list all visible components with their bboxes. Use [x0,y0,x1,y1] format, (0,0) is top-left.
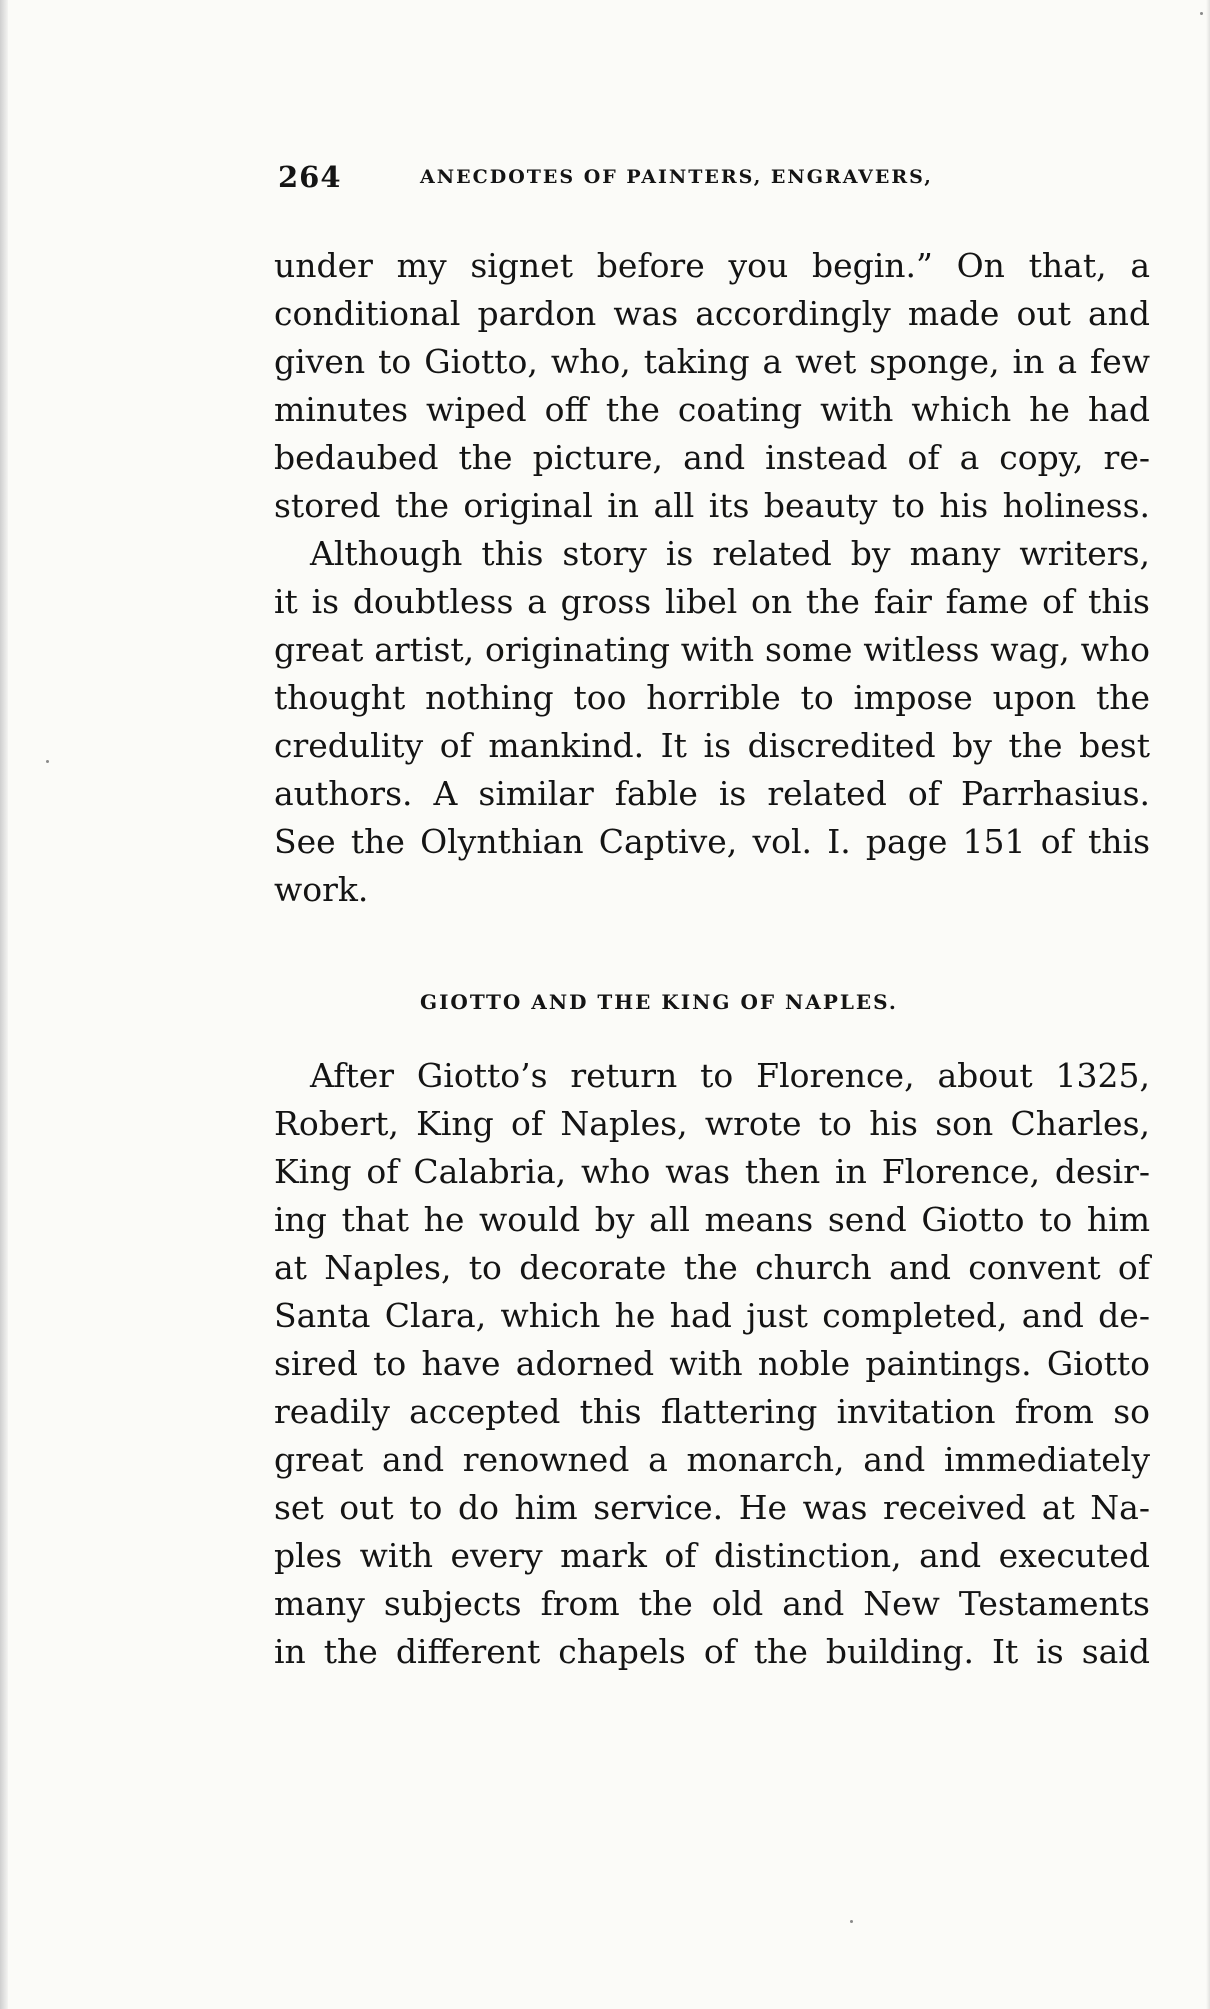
text-line: credulity of mankind. It is discredited by the best [274,726,1150,765]
paragraph-continuation [274,242,1150,530]
page-left-edge [0,0,8,2009]
text-line: stored the original in all its beauty to his holiness. [274,486,1150,525]
text-line: conditional pardon was accordingly made out and [274,294,1150,333]
paper-speck [1200,12,1203,15]
text-line: Although this story is related by many writers, [310,534,1150,573]
text-line: set out to do him service. He was received at Na- [274,1488,1150,1527]
text-line: Robert, King of Naples, wrote to his son Charles, [274,1104,1150,1143]
text-line: authors. A similar fable is related of Parrhasius. [274,774,1150,813]
section-heading: GIOTTO AND THE KING OF NAPLES. [420,990,898,1014]
text-line: ples with every mark of distinction, and executed [274,1536,1150,1575]
text-line: many subjects from the old and New Testaments [274,1584,1150,1623]
text-line: ing that he would by all means send Giotto to him [274,1200,1150,1239]
page-header [278,160,1028,200]
text-line: great artist, originating with some witless wag, who [274,630,1150,669]
text-line: bedaubed the picture, and instead of a copy, re- [274,438,1150,477]
text-line: in the different chapels of the building. It is said [274,1632,1150,1671]
text-line: sired to have adorned with noble paintings. Giotto [274,1344,1150,1383]
text-line: minutes wiped off the coating with which he had [274,390,1150,429]
text-line: See the Olynthian Captive, vol. I. page 151 of this [274,822,1150,861]
text-line: work. [274,870,369,909]
text-line: given to Giotto, who, taking a wet sponge, in a few [274,342,1150,381]
text-line: readily accepted this flattering invitation from so [274,1392,1150,1431]
paragraph-giotto-naples [274,1052,1150,1676]
text-line: it is doubtless a gross libel on the fair fame of this [274,582,1150,621]
page-number: 264 [278,160,342,194]
text-line: King of Calabria, who was then in Florence, desir- [274,1152,1150,1191]
page-right-edge [1206,0,1210,2009]
text-line: under my signet before you begin.” On that, a [274,246,1150,285]
paper-speck [46,760,49,763]
text-line: Santa Clara, which he had just completed, and de- [274,1296,1150,1335]
running-head: ANECDOTES OF PAINTERS, ENGRAVERS, [420,166,933,188]
paragraph-story-discredited [274,530,1150,914]
text-line: at Naples, to decorate the church and convent of [274,1248,1150,1287]
text-line: great and renowned a monarch, and immediately [274,1440,1150,1479]
text-line: thought nothing too horrible to impose upon the [274,678,1150,717]
text-line: After Giotto’s return to Florence, about 1325, [310,1056,1150,1095]
paper-speck [850,1920,853,1923]
